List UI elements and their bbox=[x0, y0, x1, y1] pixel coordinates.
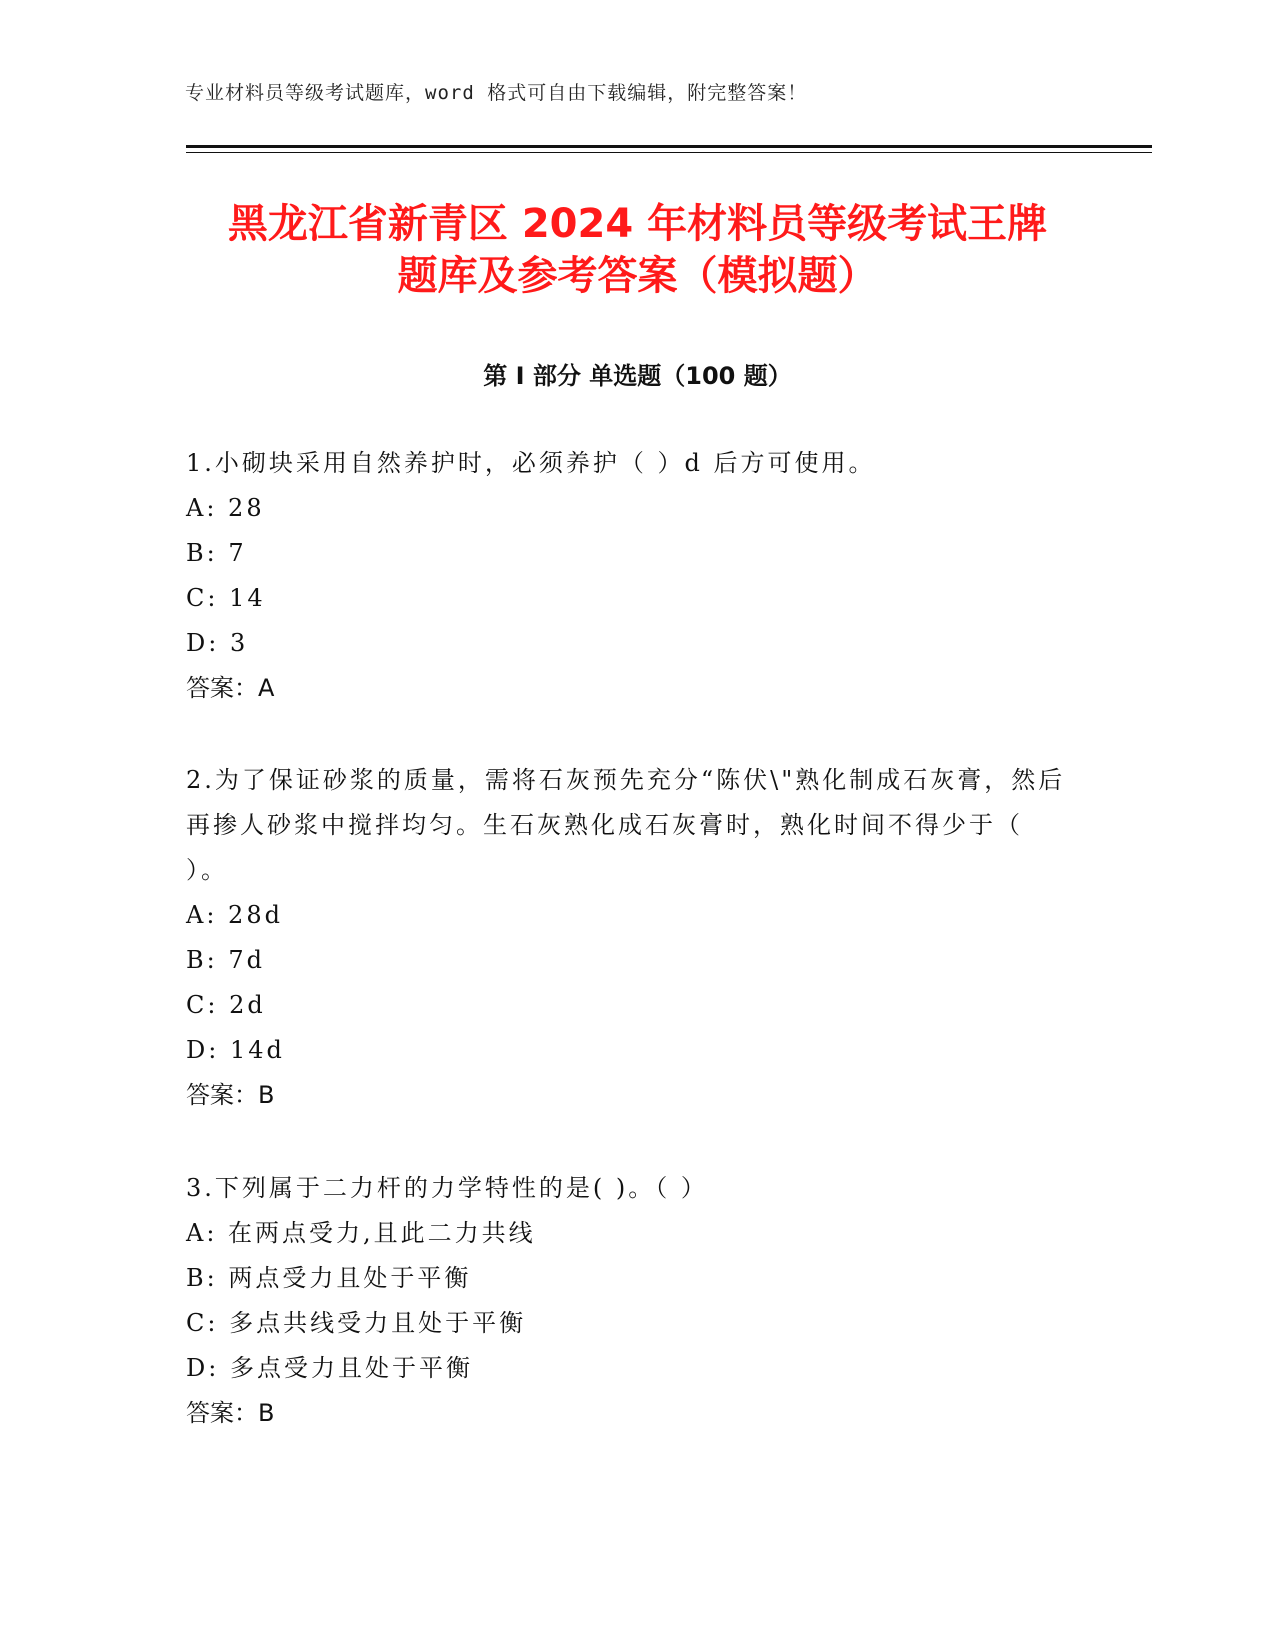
option-d: D: 多点受力且处于平衡 bbox=[186, 1354, 473, 1382]
option-b: B: 7 bbox=[186, 539, 247, 567]
option-c: C: 2d bbox=[186, 991, 266, 1019]
question-3 bbox=[186, 1166, 1066, 1436]
option-a: A: 在两点受力,且此二力共线 bbox=[186, 1219, 536, 1247]
header-note: 专业材料员等级考试题库，word 格式可自由下载编辑，附完整答案！ bbox=[185, 82, 808, 104]
section-heading: 第 I 部分 单选题（100 题） bbox=[483, 362, 792, 390]
option-a: A: 28 bbox=[186, 494, 265, 522]
option-b: B: 两点受力且处于平衡 bbox=[186, 1264, 472, 1292]
option-d: D: 14d bbox=[186, 1036, 285, 1064]
option-b: B: 7d bbox=[186, 946, 265, 974]
question-1 bbox=[186, 441, 1066, 711]
header-rule-thin bbox=[186, 152, 1152, 153]
title-line-2: 题库及参考答案（模拟题） bbox=[397, 253, 878, 299]
header-rule-thick bbox=[186, 145, 1152, 148]
question-2 bbox=[186, 758, 1066, 1118]
question-stem: 3.下列属于二力杆的力学特性的是( )。（ ） bbox=[186, 1174, 708, 1202]
answer: 答案：A bbox=[186, 674, 275, 702]
title-line-1: 黑龙江省新青区 2024 年材料员等级考试王牌 bbox=[227, 201, 1048, 247]
answer: 答案：B bbox=[186, 1081, 275, 1109]
question-stem: 1.小砌块采用自然养护时，必须养护（ ）d 后方可使用。 bbox=[186, 449, 876, 477]
option-d: D: 3 bbox=[186, 629, 249, 657]
answer: 答案：B bbox=[186, 1399, 275, 1427]
option-a: A: 28d bbox=[186, 901, 283, 929]
question-stem: 2.为了保证砂浆的质量，需将石灰预先充分“陈伏\"熟化制成石灰膏，然后再掺人砂浆中搅拌均匀。生石灰熟化成石灰膏时，熟化时间不得少于（ ）。 bbox=[186, 766, 1066, 884]
option-c: C: 14 bbox=[186, 584, 266, 612]
document-title bbox=[150, 198, 1125, 302]
option-c: C: 多点共线受力且处于平衡 bbox=[186, 1309, 527, 1337]
